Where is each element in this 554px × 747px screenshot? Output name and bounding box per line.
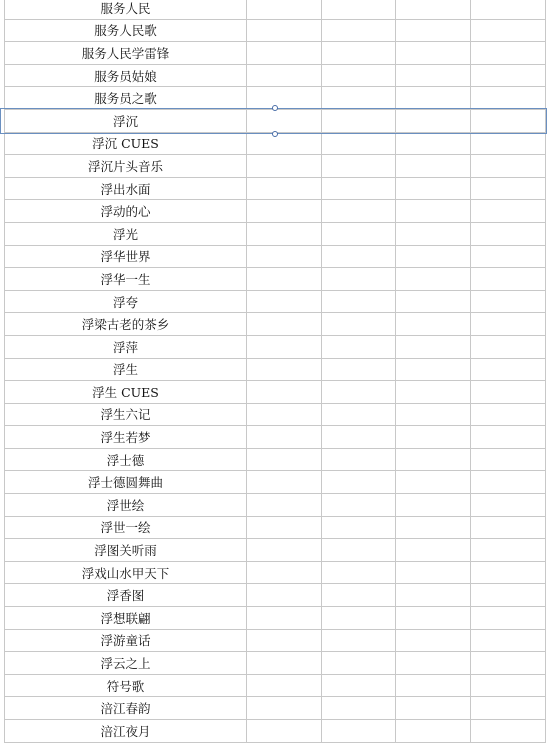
empty-cell[interactable] (471, 517, 546, 539)
song-title-cell[interactable]: 符号歌 (4, 675, 247, 697)
song-title-cell[interactable]: 浮想联翩 (4, 607, 247, 629)
song-title-cell[interactable]: 浮沉片头音乐 (4, 155, 247, 177)
empty-cell[interactable] (247, 652, 322, 674)
empty-cell[interactable] (471, 200, 546, 222)
empty-cell[interactable] (471, 291, 546, 313)
table-row (4, 268, 546, 291)
empty-cell[interactable] (322, 87, 396, 109)
empty-cell[interactable] (471, 246, 546, 268)
empty-cell[interactable] (396, 359, 471, 381)
table-row (4, 471, 546, 494)
empty-cell[interactable] (247, 336, 322, 358)
empty-cell[interactable] (471, 336, 546, 358)
empty-cell[interactable] (247, 0, 322, 19)
resize-handle-top[interactable] (272, 105, 278, 111)
song-title-cell[interactable]: 服务员姑娘 (4, 65, 247, 87)
empty-cell[interactable] (322, 359, 396, 381)
song-title-cell[interactable]: 服务人民学雷锋 (4, 42, 247, 64)
empty-cell[interactable] (322, 381, 396, 403)
empty-cell[interactable] (247, 471, 322, 493)
empty-cell[interactable] (396, 133, 471, 155)
empty-cell[interactable] (322, 471, 396, 493)
resize-handle-bottom[interactable] (272, 131, 278, 137)
empty-cell[interactable] (471, 313, 546, 335)
song-title-cell[interactable]: 浮生 CUES (4, 381, 247, 403)
table-row (4, 200, 546, 223)
empty-cell[interactable] (471, 697, 546, 719)
empty-cell[interactable] (247, 539, 322, 561)
empty-cell[interactable] (396, 426, 471, 448)
table-row (4, 539, 546, 562)
empty-cell[interactable] (247, 313, 322, 335)
empty-cell[interactable] (322, 720, 396, 742)
empty-cell[interactable] (396, 0, 471, 19)
empty-cell[interactable] (322, 336, 396, 358)
empty-cell[interactable] (322, 246, 396, 268)
empty-cell[interactable] (247, 381, 322, 403)
song-title-cell[interactable]: 浮梁古老的茶乡 (4, 313, 247, 335)
empty-cell[interactable] (322, 110, 396, 132)
empty-cell[interactable] (247, 87, 322, 109)
empty-cell[interactable] (396, 449, 471, 471)
empty-cell[interactable] (396, 652, 471, 674)
song-title-cell[interactable]: 涪江春韵 (4, 697, 247, 719)
table-row (4, 246, 546, 269)
song-title-cell[interactable]: 浮生 (4, 359, 247, 381)
empty-cell[interactable] (471, 426, 546, 448)
song-title-cell[interactable]: 浮生六记 (4, 404, 247, 426)
empty-cell[interactable] (322, 133, 396, 155)
song-title-cell[interactable]: 浮出水面 (4, 178, 247, 200)
empty-cell[interactable] (322, 607, 396, 629)
empty-cell[interactable] (471, 539, 546, 561)
empty-cell[interactable] (471, 223, 546, 245)
table-row (4, 426, 546, 449)
table-row (4, 178, 546, 201)
empty-cell[interactable] (471, 42, 546, 64)
empty-cell[interactable] (396, 539, 471, 561)
table-row (4, 381, 546, 404)
empty-cell[interactable] (396, 336, 471, 358)
table-row (4, 110, 546, 133)
song-title-cell[interactable]: 浮光 (4, 223, 247, 245)
empty-cell[interactable] (247, 268, 322, 290)
table-row (4, 697, 546, 720)
song-title-cell[interactable]: 浮香图 (4, 584, 247, 606)
song-title-cell[interactable]: 服务人民歌 (4, 20, 247, 42)
empty-cell[interactable] (247, 630, 322, 652)
song-title-cell[interactable]: 浮动的心 (4, 200, 247, 222)
empty-cell[interactable] (322, 291, 396, 313)
table-row (4, 630, 546, 653)
song-title-cell[interactable]: 浮图关听雨 (4, 539, 247, 561)
empty-cell[interactable] (247, 517, 322, 539)
song-title-cell[interactable]: 服务员之歌 (4, 87, 247, 109)
empty-cell[interactable] (322, 562, 396, 584)
empty-cell[interactable] (471, 110, 546, 132)
empty-cell[interactable] (471, 20, 546, 42)
empty-cell[interactable] (471, 720, 546, 742)
table-row (4, 584, 546, 607)
empty-cell[interactable] (396, 607, 471, 629)
empty-cell[interactable] (247, 404, 322, 426)
table-row (4, 42, 546, 65)
empty-cell[interactable] (396, 697, 471, 719)
empty-cell[interactable] (396, 291, 471, 313)
empty-cell[interactable] (322, 65, 396, 87)
empty-cell[interactable] (471, 675, 546, 697)
empty-cell[interactable] (471, 607, 546, 629)
table-row (4, 65, 546, 88)
spreadsheet-grid (4, 0, 546, 743)
empty-cell[interactable] (396, 381, 471, 403)
empty-cell[interactable] (396, 562, 471, 584)
song-title-cell[interactable]: 浮云之上 (4, 652, 247, 674)
empty-cell[interactable] (396, 313, 471, 335)
empty-cell[interactable] (471, 494, 546, 516)
empty-cell[interactable] (471, 65, 546, 87)
song-title-cell[interactable]: 浮沉 (4, 110, 247, 132)
empty-cell[interactable] (247, 494, 322, 516)
empty-cell[interactable] (396, 720, 471, 742)
table-row (4, 336, 546, 359)
empty-cell[interactable] (247, 291, 322, 313)
empty-cell[interactable] (247, 246, 322, 268)
empty-cell[interactable] (247, 20, 322, 42)
empty-cell[interactable] (396, 494, 471, 516)
empty-cell[interactable] (396, 178, 471, 200)
empty-cell[interactable] (247, 65, 322, 87)
empty-cell[interactable] (396, 268, 471, 290)
empty-cell[interactable] (247, 42, 322, 64)
table-row (4, 155, 546, 178)
empty-cell[interactable] (396, 65, 471, 87)
empty-cell[interactable] (247, 449, 322, 471)
song-title-cell[interactable]: 浮世绘 (4, 494, 247, 516)
table-row (4, 359, 546, 382)
table-row (4, 562, 546, 585)
empty-cell[interactable] (322, 200, 396, 222)
empty-cell[interactable] (322, 539, 396, 561)
empty-cell[interactable] (322, 426, 396, 448)
song-title-cell[interactable]: 浮华一生 (4, 268, 247, 290)
empty-cell[interactable] (322, 584, 396, 606)
song-title-cell[interactable]: 浮夸 (4, 291, 247, 313)
table-row (4, 404, 546, 427)
song-title-cell[interactable]: 浮士德 (4, 449, 247, 471)
empty-cell[interactable] (396, 110, 471, 132)
empty-cell[interactable] (396, 675, 471, 697)
empty-cell[interactable] (322, 178, 396, 200)
empty-cell[interactable] (247, 178, 322, 200)
table-row (4, 449, 546, 472)
empty-cell[interactable] (322, 223, 396, 245)
table-row (4, 313, 546, 336)
empty-cell[interactable] (471, 562, 546, 584)
empty-cell[interactable] (396, 246, 471, 268)
table-row (4, 20, 546, 43)
table-row (4, 0, 546, 20)
empty-cell[interactable] (247, 562, 322, 584)
empty-cell[interactable] (247, 155, 322, 177)
empty-cell[interactable] (471, 133, 546, 155)
empty-cell[interactable] (247, 584, 322, 606)
song-title-cell[interactable]: 浮世一绘 (4, 517, 247, 539)
empty-cell[interactable] (471, 87, 546, 109)
empty-cell[interactable] (396, 630, 471, 652)
empty-cell[interactable] (471, 178, 546, 200)
empty-cell[interactable] (322, 517, 396, 539)
song-title-cell[interactable]: 浮戏山水甲天下 (4, 562, 247, 584)
empty-cell[interactable] (471, 359, 546, 381)
empty-cell[interactable] (396, 200, 471, 222)
empty-cell[interactable] (322, 449, 396, 471)
empty-cell[interactable] (322, 42, 396, 64)
table-row (4, 675, 546, 698)
empty-cell[interactable] (247, 359, 322, 381)
empty-cell[interactable] (322, 494, 396, 516)
empty-cell[interactable] (471, 268, 546, 290)
empty-cell[interactable] (247, 133, 322, 155)
song-title-cell[interactable]: 浮萍 (4, 336, 247, 358)
empty-cell[interactable] (322, 404, 396, 426)
empty-cell[interactable] (396, 584, 471, 606)
empty-cell[interactable] (322, 675, 396, 697)
empty-cell[interactable] (396, 20, 471, 42)
song-title-cell[interactable]: 涪江夜月 (4, 720, 247, 742)
empty-cell[interactable] (471, 0, 546, 19)
empty-cell[interactable] (322, 0, 396, 19)
empty-cell[interactable] (247, 110, 322, 132)
table-row (4, 291, 546, 314)
empty-cell[interactable] (396, 223, 471, 245)
table-row (4, 223, 546, 246)
song-title-cell[interactable]: 浮生若梦 (4, 426, 247, 448)
empty-cell[interactable] (247, 223, 322, 245)
table-row (4, 607, 546, 630)
empty-cell[interactable] (396, 87, 471, 109)
empty-cell[interactable] (322, 155, 396, 177)
empty-cell[interactable] (322, 20, 396, 42)
song-title-cell[interactable]: 服务人民 (4, 0, 247, 19)
table-row (4, 652, 546, 675)
empty-cell[interactable] (322, 697, 396, 719)
table-row (4, 720, 546, 743)
empty-cell[interactable] (322, 313, 396, 335)
empty-cell[interactable] (396, 155, 471, 177)
empty-cell[interactable] (396, 517, 471, 539)
empty-cell[interactable] (396, 471, 471, 493)
empty-cell[interactable] (247, 720, 322, 742)
table-row (4, 517, 546, 540)
empty-cell[interactable] (471, 584, 546, 606)
empty-cell[interactable] (471, 404, 546, 426)
empty-cell[interactable] (396, 404, 471, 426)
song-title-cell[interactable]: 浮游童话 (4, 630, 247, 652)
song-title-cell[interactable]: 浮沉 CUES (4, 133, 247, 155)
empty-cell[interactable] (471, 155, 546, 177)
empty-cell[interactable] (471, 652, 546, 674)
empty-cell[interactable] (247, 426, 322, 448)
empty-cell[interactable] (471, 381, 546, 403)
song-title-cell[interactable]: 浮华世界 (4, 246, 247, 268)
empty-cell[interactable] (322, 268, 396, 290)
empty-cell[interactable] (471, 449, 546, 471)
empty-cell[interactable] (322, 652, 396, 674)
empty-cell[interactable] (247, 697, 322, 719)
empty-cell[interactable] (471, 471, 546, 493)
empty-cell[interactable] (247, 607, 322, 629)
empty-cell[interactable] (471, 630, 546, 652)
empty-cell[interactable] (247, 675, 322, 697)
empty-cell[interactable] (247, 200, 322, 222)
table-row (4, 494, 546, 517)
empty-cell[interactable] (396, 42, 471, 64)
empty-cell[interactable] (322, 630, 396, 652)
song-title-cell[interactable]: 浮士德圆舞曲 (4, 471, 247, 493)
